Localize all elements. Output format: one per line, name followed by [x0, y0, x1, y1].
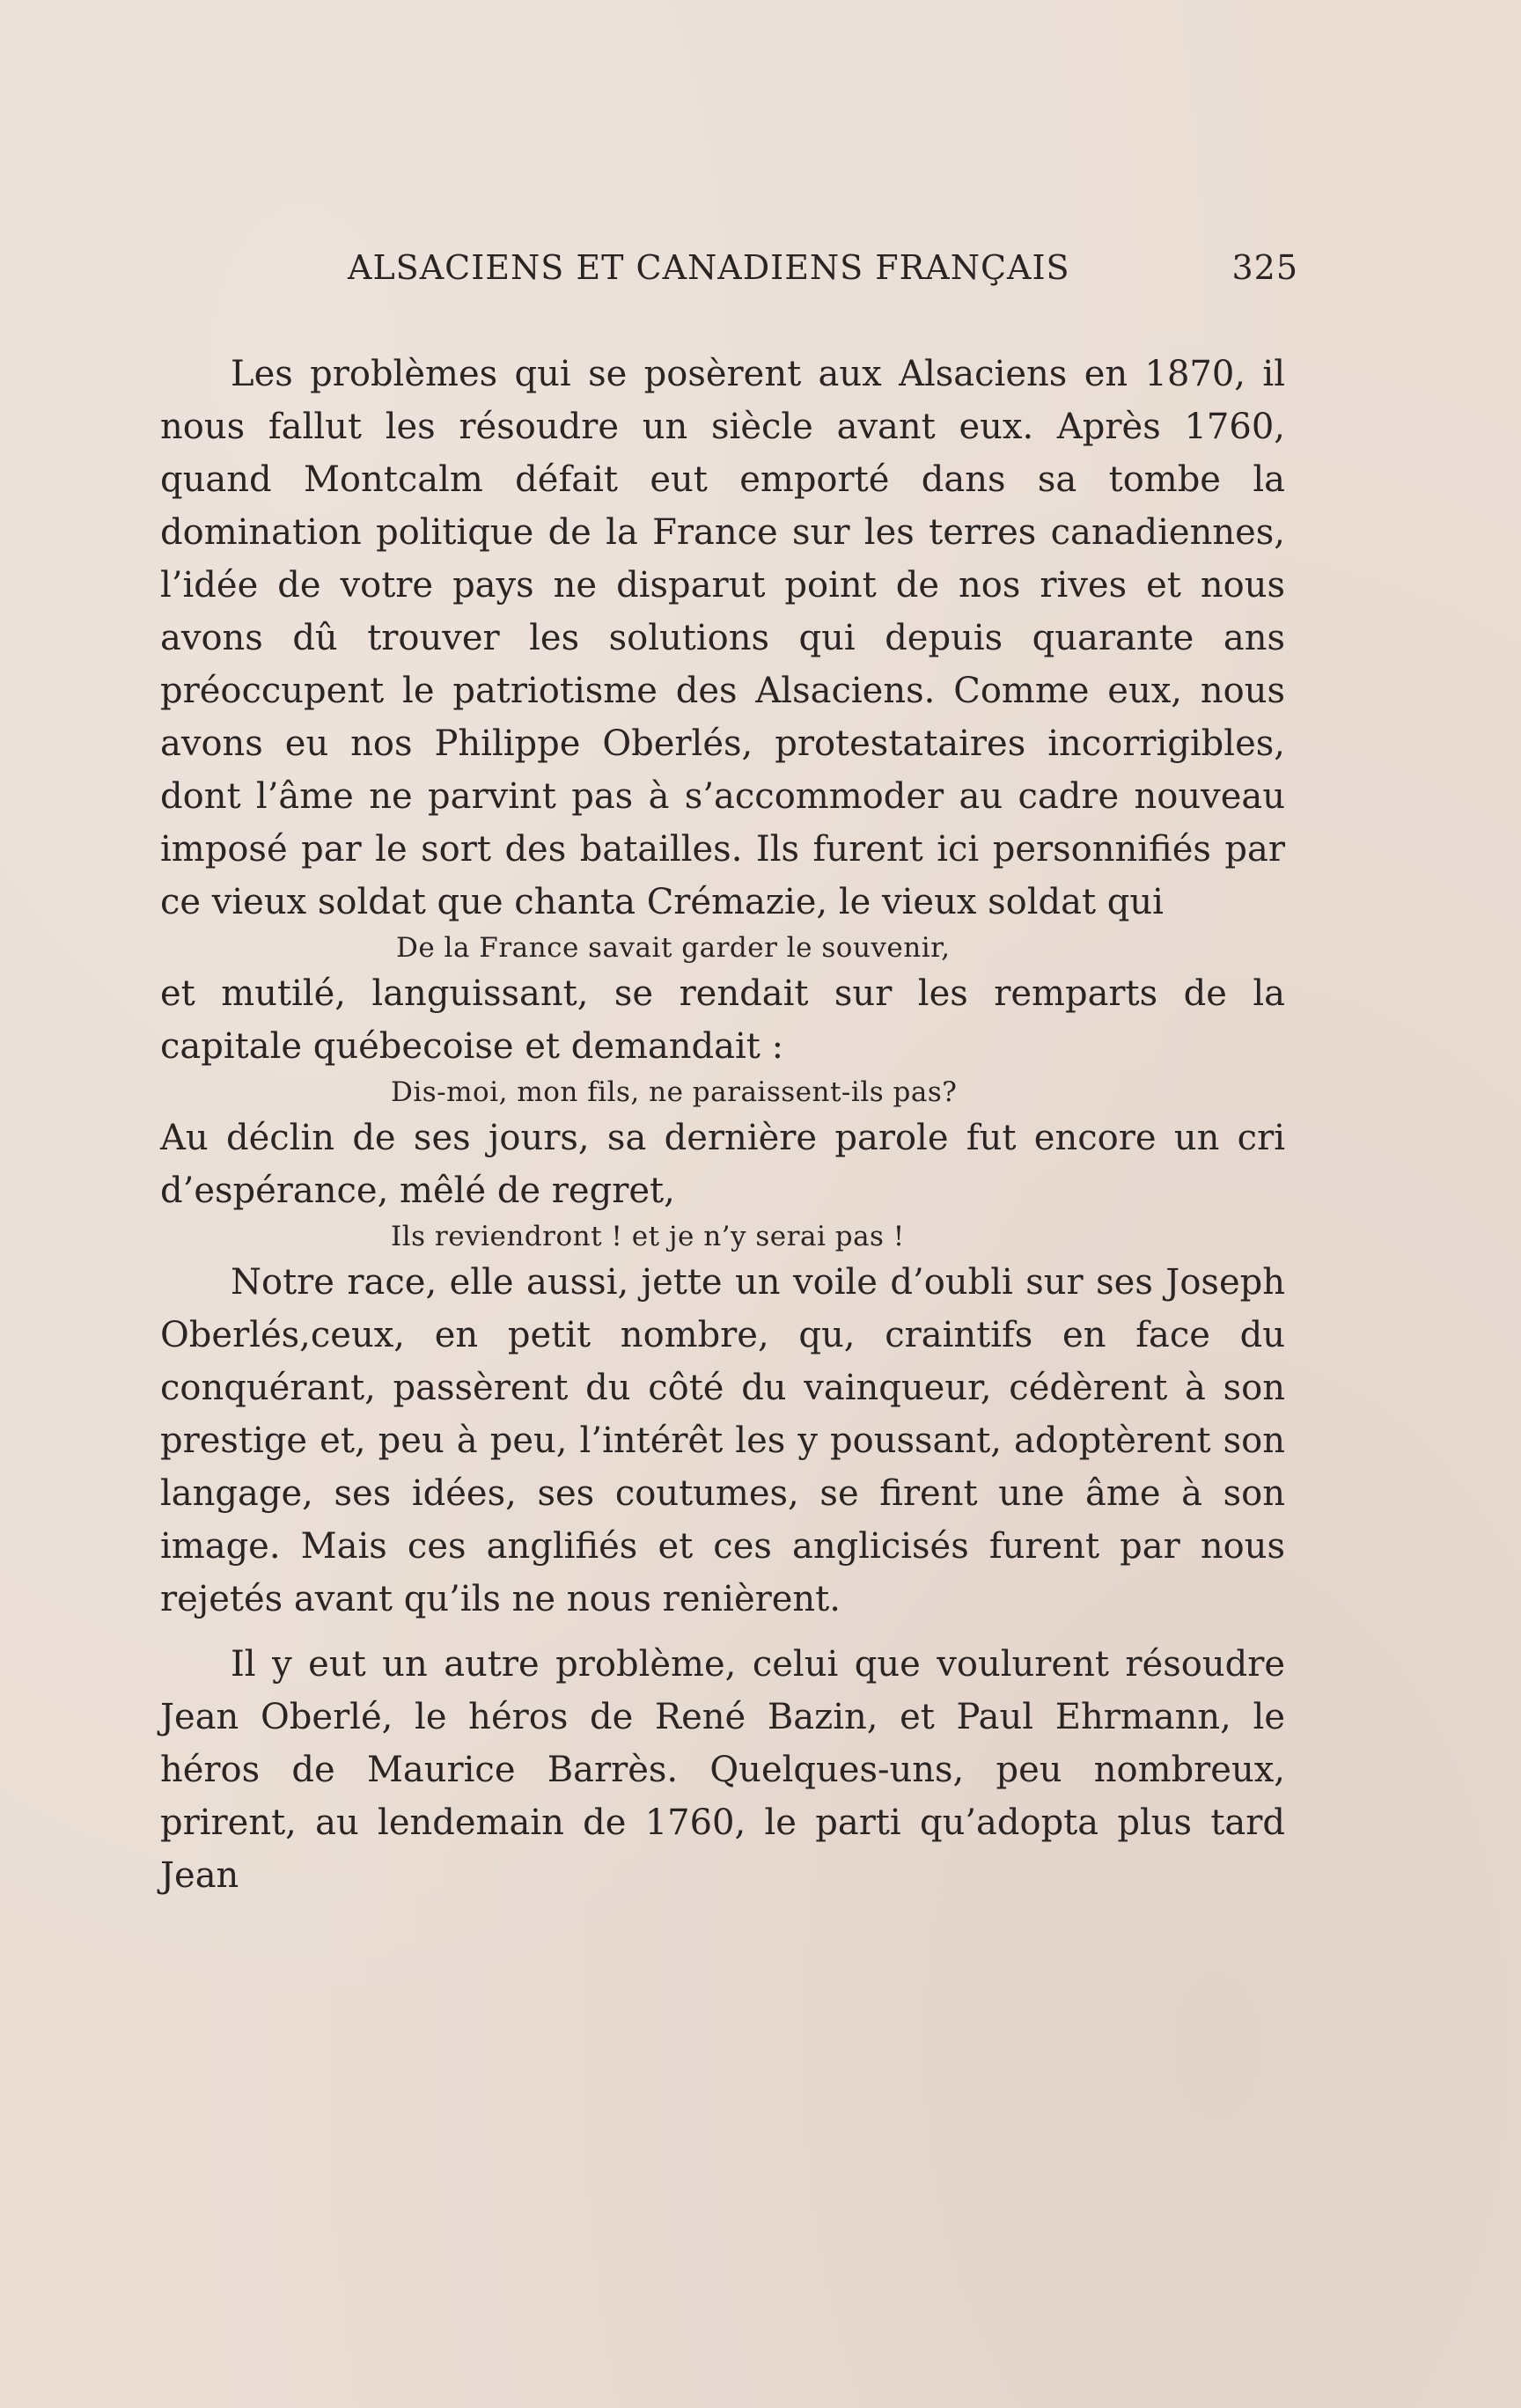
paragraph-4: Notre race, elle aussi, jette un voile d’oubli sur ses Joseph Oberlés,ceux, en petit nombre, qu, craintifs en face du conquérant, passèrent du côté du vainqueur, cédèrent à son prestige et, peu à peu, l’intérêt les y poussant, adoptèrent son langage, ses idées, ses coutumes, se firent une âme à son image. Mais ces anglifiés et ces anglicisés furent par nous rejetés avant qu’ils ne nous renièrent. [160, 1262, 1285, 1619]
paragraph-gap [160, 1626, 1285, 1638]
paragraph-3: Au déclin de ses jours, sa dernière parole fut encore un cri d’espérance, mêlé de regret, [160, 1118, 1285, 1211]
paragraph-2: et mutilé, languissant, se rendait sur les remparts de la capitale québecoise et demandait : [160, 973, 1285, 1067]
running-title: ALSACIENS ET CANADIENS FRANÇAIS [348, 248, 1070, 287]
verse-quote-2: Dis-moi, mon fils, ne paraissent-ils pas? [391, 1076, 958, 1108]
body-text [160, 348, 1285, 1902]
verse-quote-3: Ils reviendront ! et je n’y serai pas ! [391, 1221, 905, 1252]
page-header [348, 248, 1298, 292]
verse-quote-1: De la France savait garder le souvenir, [396, 932, 951, 964]
paragraph-5: Il y eut un autre problème, celui que voulurent résoudre Jean Oberlé, le héros de René Bazin, et Paul Ehrmann, le héros de Maurice Barrès. Quelques-uns, peu nombreux, prirent, au lendemain de 1760, le parti qu’adopta plus tard Jean [160, 1644, 1285, 1896]
paragraph-1: Les problèmes qui se posèrent aux Alsaciens en 1870, il nous fallut les résoudre un siècle avant eux. Après 1760, quand Montcalm défait eut emporté dans sa tombe la domination politique de la France sur les terres canadiennes, l’idée de votre pays ne disparut point de nos rives et nous avons dû trouver les solutions qui depuis quarante ans préoccupent le patriotisme des Alsaciens. Comme eux, nous avons eu nos Philippe Oberlés, protestataires incorrigibles, dont l’âme ne parvint pas à s’accommoder au cadre nouveau imposé par le sort des batailles. Ils furent ici personnifiés par ce vieux soldat que chanta Crémazie, le vieux soldat qui [160, 354, 1285, 922]
page-number: 325 [1231, 248, 1298, 287]
